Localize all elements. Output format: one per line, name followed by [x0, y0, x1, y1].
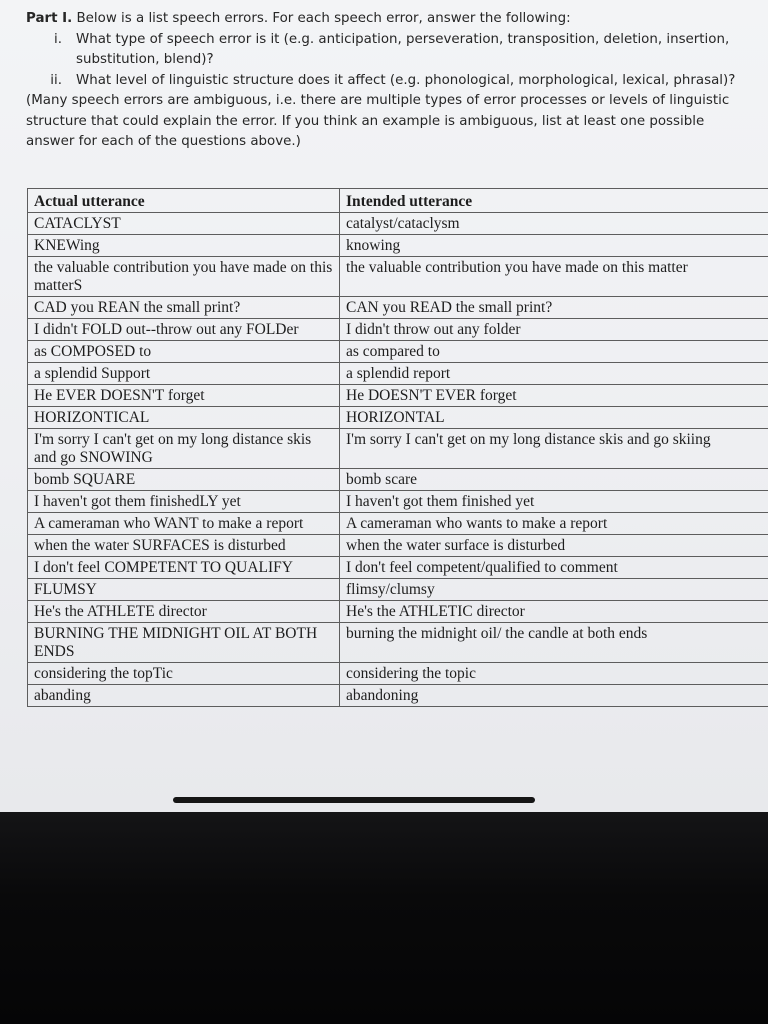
actual-utterance-cell: He's the ATHLETE director: [28, 601, 340, 623]
question-i: [26, 30, 746, 71]
question-text: What level of linguistic structure does it affect (e.g. phonological, morphological, lexical, phrasal)?: [76, 72, 736, 88]
table-row: [28, 257, 768, 297]
table-row: [28, 601, 768, 623]
actual-utterance-cell: I don't feel COMPETENT TO QUALIFY: [28, 557, 340, 579]
intended-utterance-cell: He DOESN'T EVER forget: [340, 385, 768, 407]
actual-utterance-cell: bomb SQUARE: [28, 469, 340, 491]
intended-utterance-cell: I'm sorry I can't get on my long distance skis and go skiing: [340, 429, 768, 469]
speech-errors-table: [27, 188, 768, 707]
part-heading: Part I.: [26, 11, 73, 26]
intended-utterance-cell: considering the topic: [340, 663, 768, 685]
home-indicator-bar: [173, 797, 535, 803]
intended-utterance-cell: CAN you READ the small print?: [340, 297, 768, 319]
table-row: [28, 623, 768, 663]
intended-utterance-cell: HORIZONTAL: [340, 407, 768, 429]
intended-utterance-cell: a splendid report: [340, 363, 768, 385]
question-number: ii.: [50, 72, 62, 88]
intro-line: [26, 9, 746, 30]
table-row: [28, 385, 768, 407]
intended-utterance-cell: flimsy/clumsy: [340, 579, 768, 601]
actual-utterance-cell: I'm sorry I can't get on my long distance skis and go SNOWING: [28, 429, 340, 469]
intended-utterance-cell: knowing: [340, 235, 768, 257]
device-bezel: [0, 812, 768, 1024]
table-row: [28, 579, 768, 601]
actual-utterance-cell: the valuable contribution you have made on this matterS: [28, 257, 340, 297]
actual-utterance-cell: CAD you REAN the small print?: [28, 297, 340, 319]
actual-utterance-cell: FLUMSY: [28, 579, 340, 601]
intended-utterance-cell: I didn't throw out any folder: [340, 319, 768, 341]
intended-utterance-cell: abandoning: [340, 685, 768, 707]
table-header-row: [28, 189, 768, 213]
table-row: [28, 685, 768, 707]
header-actual-utterance: Actual utterance: [28, 189, 340, 213]
table-row: [28, 341, 768, 363]
table-row: [28, 235, 768, 257]
actual-utterance-cell: BURNING THE MIDNIGHT OIL AT BOTH ENDS: [28, 623, 340, 663]
table-row: [28, 297, 768, 319]
actual-utterance-cell: abanding: [28, 685, 340, 707]
intro-text: Below is a list speech errors. For each speech error, answer the following:: [72, 11, 571, 26]
table-row: [28, 429, 768, 469]
header-intended-utterance: Intended utterance: [340, 189, 768, 213]
intended-utterance-cell: as compared to: [340, 341, 768, 363]
table-row: [28, 663, 768, 685]
actual-utterance-cell: considering the topTic: [28, 663, 340, 685]
intended-utterance-cell: I haven't got them finished yet: [340, 491, 768, 513]
intended-utterance-cell: bomb scare: [340, 469, 768, 491]
instructions: [26, 9, 746, 153]
intended-utterance-cell: He's the ATHLETIC director: [340, 601, 768, 623]
table-row: [28, 319, 768, 341]
intended-utterance-cell: A cameraman who wants to make a report: [340, 513, 768, 535]
actual-utterance-cell: KNEWing: [28, 235, 340, 257]
question-ii: [26, 71, 746, 92]
actual-utterance-cell: I didn't FOLD out--throw out any FOLDer: [28, 319, 340, 341]
actual-utterance-cell: I haven't got them finishedLY yet: [28, 491, 340, 513]
table-row: [28, 513, 768, 535]
actual-utterance-cell: when the water SURFACES is disturbed: [28, 535, 340, 557]
intended-utterance-cell: when the water surface is disturbed: [340, 535, 768, 557]
ambiguity-note: (Many speech errors are ambiguous, i.e. there are multiple types of error processes or levels of linguistic structure that could explain the error. If you think an example is ambiguous, list at least one possible answer for each of the questions above.): [26, 93, 730, 149]
actual-utterance-cell: as COMPOSED to: [28, 341, 340, 363]
table-row: [28, 407, 768, 429]
intended-utterance-cell: the valuable contribution you have made on this matter: [340, 257, 768, 297]
table-row: [28, 469, 768, 491]
question-text: What type of speech error is it (e.g. anticipation, perseveration, transposition, deletion, insertion, substitution, blend)?: [76, 31, 730, 67]
intended-utterance-cell: I don't feel competent/qualified to comment: [340, 557, 768, 579]
actual-utterance-cell: CATACLYST: [28, 213, 340, 235]
actual-utterance-cell: A cameraman who WANT to make a report: [28, 513, 340, 535]
table-body: [28, 213, 768, 707]
table-row: [28, 491, 768, 513]
actual-utterance-cell: HORIZONTICAL: [28, 407, 340, 429]
actual-utterance-cell: He EVER DOESN'T forget: [28, 385, 340, 407]
intended-utterance-cell: burning the midnight oil/ the candle at both ends: [340, 623, 768, 663]
question-number: i.: [54, 31, 62, 47]
actual-utterance-cell: a splendid Support: [28, 363, 340, 385]
table-row: [28, 213, 768, 235]
table-row: [28, 557, 768, 579]
intended-utterance-cell: catalyst/cataclysm: [340, 213, 768, 235]
table-row: [28, 535, 768, 557]
table-row: [28, 363, 768, 385]
